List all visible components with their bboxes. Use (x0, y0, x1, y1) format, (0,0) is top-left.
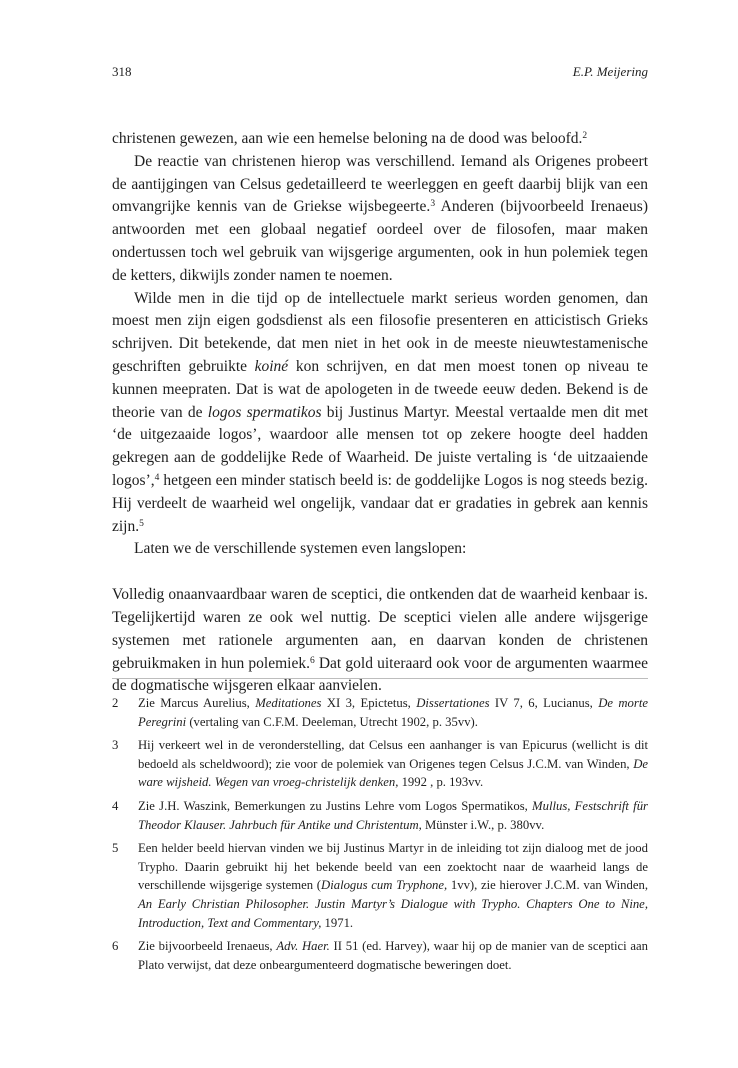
footnote-italic: Adv. Haer. (276, 939, 330, 954)
footnote-text: (vertaling van C.F.M. Deeleman, Utrecht 1902, p. 35vv). (186, 714, 478, 729)
running-head (112, 64, 648, 82)
footnote-ref-5: 5 (139, 518, 144, 529)
footnote-italic: Dialogus cum Tryphone, (321, 878, 448, 893)
footnote-text: IV 7, 6, Lucianus, (489, 696, 599, 710)
italic-term: logos spermatikos (207, 403, 322, 421)
paragraph-text: De reactie van christenen hierop was verschillend. Iemand als Origenes probeert de aantijgingen van Celsus gedetailleerd te weerleggen en geeft daarbij blijk van een omvangrijke kennis van de Griekse wijsbegeerte. (112, 152, 648, 216)
paragraph-text: Laten we de verschillende systemen even langslopen: (134, 540, 467, 558)
footnote-text: Hij verkeert wel in de veronderstelling, dat Celsus een aanhanger is van Epicurus (wellicht is dit bedoeld als scheldwoord); zie voor de polemiek van Origenes tegen Celsus J.C.M. van Winden, (138, 738, 648, 771)
footnote-number: 4 (112, 798, 119, 813)
paragraph-text: bij Justinus Martyr. Meestal vertaalde men dit met ‘de uitgezaaide logos’, waardoor alle mensen tot op zekere hoogte deel hadden gekregen aan de goddelijke Rede of Waarheid. De juiste vertaling is ‘de uitzaaiende logos’, (112, 403, 649, 489)
footnote-italic: Mullus, Festschrift für Theodor Klauser. Jahrbuch für Antike und Christentum, (138, 798, 648, 832)
footnote-italic: Meditationes (255, 696, 322, 710)
paragraph-5 (112, 584, 648, 698)
paragraph-1 (112, 128, 648, 151)
footnote-6 (112, 937, 648, 974)
footnote-text: 1vv), zie hierover J.C.M. van Winden, (447, 878, 648, 893)
paragraph-text: Wilde men in die tijd op de intellectuele markt serieus worden genomen, dan moest men zijn eigen godsdienst als een filosofie presenteren en atticistisch Grieks schrijven. Dit betekende, dat men niet in het ook in de meeste nieuwtestamenische geschriften gebruikte (112, 289, 648, 375)
footnote-text: Zie bijvoorbeeld Irenaeus, (138, 939, 277, 954)
paragraph-text: hetgeen een minder statisch beeld is: de goddelijke Logos is nog steeds bezig. Hij verdeelt de waarheid wel ongelijk, vandaar dat er gradaties in gebrek aan kennis zijn. (112, 471, 648, 535)
footnote-number: 3 (112, 738, 119, 753)
footnote-text: 1971. (321, 915, 354, 930)
paragraph-text: kon schrijven, en dat men moest tonen op niveau te kunnen meepraten. Dat is wat de apologeten in de tweede eeuw deden. Bekend is de theorie van de (112, 357, 649, 421)
footnote-text: Münster i.W., p. 380vv. (421, 817, 545, 832)
footnote-number: 6 (112, 939, 119, 954)
footnotes (112, 694, 648, 979)
footnote-italic: De morte Peregrini (138, 696, 648, 729)
footnote-ref-2: 2 (582, 131, 588, 141)
footnote-italic: De ware wijsheid. Wegen van vroeg-christelijk denken, (138, 756, 648, 790)
footnote-text: Zie J.H. Waszink, Bemerkungen zu Justins Lehre vom Logos Spermatikos, (138, 798, 533, 813)
footnote-2 (112, 694, 648, 731)
footnote-ref-6: 6 (309, 655, 315, 666)
footnote-text: II 51 (ed. Harvey), waar hij op de manier van de sceptici aan Plato verwijst, dat deze onbeargumenteerd dogmatische beweringen doet. (138, 939, 648, 972)
footnote-4 (112, 797, 648, 834)
page-number: 318 (112, 64, 132, 79)
paragraph-3 (112, 288, 648, 539)
footnote-italic: Dissertationes (416, 696, 490, 710)
footnote-text: Zie Marcus Aurelius, (138, 696, 256, 710)
footnote-text: Een helder beeld hiervan vinden we bij Justinus Martyr in de inleiding tot zijn dialoog met de jood Trypho. Daarin gebruikt hij het bekende beeld van een zoektocht naar de waarheid langs de verschillende wijsgerige systemen ( (138, 841, 648, 893)
footnote-italic: An Early Christian Philosopher. Justin Martyr’s Dialogue with Trypho. Chapters One to Nine, Introduction, Text and Commentary, (138, 896, 648, 930)
paragraph-text: christenen gewezen, aan wie een hemelse beloning na de dood was beloofd. (112, 130, 583, 147)
footnote-divider (112, 678, 648, 679)
footnote-5 (112, 839, 648, 932)
paragraph-text: Volledig onaanvaardbaar waren de sceptici, die ontkenden dat de waarheid kenbaar is. Tegelijkertijd waren ze ook wel nuttig. De sceptici vielen alle andere wijsgerige systemen met rationele argumenten aan, en daarvan konden de christenen gebruikmaken in hun polemiek. (112, 586, 648, 672)
footnote-ref-4: 4 (154, 472, 160, 483)
paragraph-4 (112, 538, 648, 561)
footnote-ref-3: 3 (430, 199, 436, 210)
paragraph-text: Anderen (bijvoorbeeld Irenaeus) antwoorden met een globaal negatief oordeel over de filosofen, maar maken ondertussen toch wel gebruik van wijsgerige argumenten, ook in hun polemiek tegen de ketters, dikwijls zonder namen te noemen. (112, 198, 648, 284)
paragraph-2 (112, 151, 648, 288)
running-head-author: E.P. Meijering (572, 64, 648, 79)
footnote-3 (112, 736, 648, 792)
body-text (112, 128, 648, 698)
paragraph-text: Dat gold uiteraard ook voor de argumenten waarmee de dogmatische wijsgeren elkaar aanvielen. (112, 654, 648, 695)
footnote-number: 2 (112, 696, 119, 710)
italic-term: koiné (254, 357, 289, 375)
footnote-text: XI 3, Epictetus, (321, 696, 417, 710)
footnote-number: 5 (112, 841, 119, 856)
footnote-text: 1992 , p. 193vv. (398, 775, 484, 790)
